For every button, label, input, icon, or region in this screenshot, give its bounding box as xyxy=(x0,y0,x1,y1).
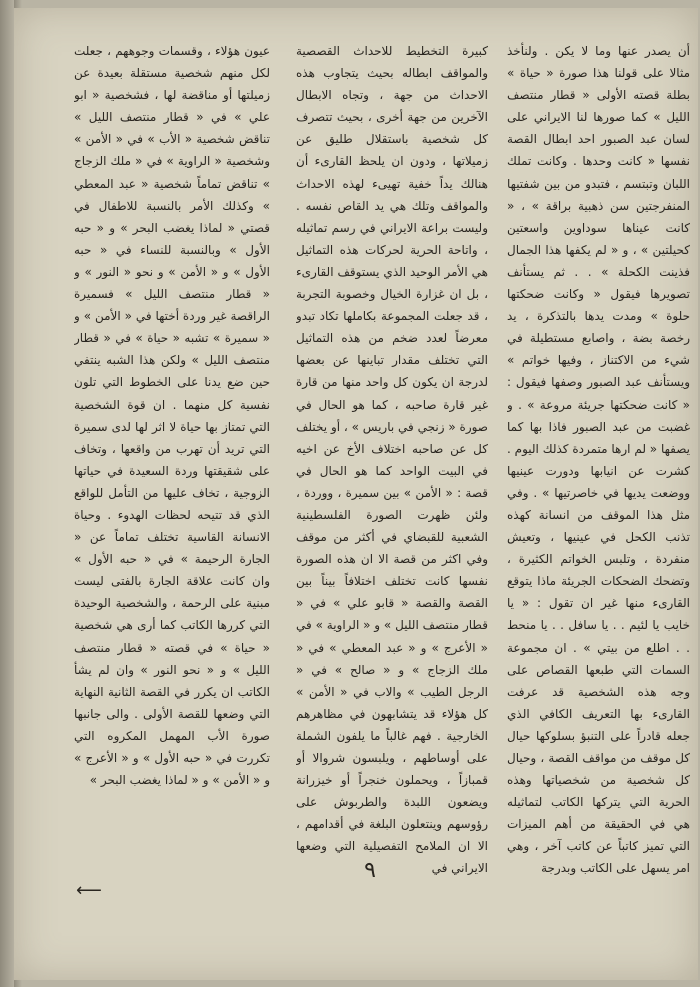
continue-arrow-icon: ⟵ xyxy=(76,880,102,901)
column-right-text: أن يصدر عنها وما لا يكن . ولنأخذ مثالا على قولنا هذا صورة « حياة » بطلة قصته الأولى « قطار منتصف الليل » كما صورها لنا الايراني على لسان عبد الصبور احد ابطال القصة نفسها « كانت وحدها . وكانت تملك اللبان وتبتسم ، فتبدو من بين شفتيها المنفرجتين سن ذهبية براقة » ، « كانت عيناها سوداوين واسعتين كحيلتين » ، و « لم يكفها هذا الجمال فذينت الكحلة » . . ثم يستأنف تصويرها فيقول « وكانت ضحكتها حلوة » ومدت يدها بالتذكرة ، يد رخصة بضة ، واصابع مستطيلة في شيء من الاكتناز ، وفيها خواتم » ويستأنف عبد الصبور وصفها فيقول : « كانت ضحكتها جريئة مروعة » . و غضبت من عبد الصبور فاذا بها كما يصفها « لم ارها متمردة كذلك اليوم . كشرت عن انيابها ودورت عينيها ووضعت يديها في خاصرتيها » . وفي مثل هذا الموقف من انسانة كهذه تذنب الكحل في عينيها ، وتعيش منفردة ، وتلبس الخواتم الكثيرة ، وتضحك الضحكات الجريئة ماذا يتوقع القارىء منها غير ان تقول : « يا خايب يا لئيم . . يا سافل . . يا منحط . . اطلع من بيتي » . ان مجموعة السمات التي طبعها القصاص على وجه هذه الشخصية قد عرفت القارىء بها التعريف الكافي الذي جعله قادراً على التنبؤ بسلوكها حيال كل موقف من مواقف القصة ، وحيال كل شخصية من شخصياتها وهذه الحرية التي يتركها الكاتب لتماثيله هي في الحقيقة من أهم الميزات التي تميز كاتباً عن كاتب آخر ، وهي امر يسهل على الكاتب وبدرجة xyxy=(507,44,690,876)
magazine-page xyxy=(14,8,698,980)
article-column-middle xyxy=(296,40,488,920)
column-left-text: عيون هؤلاء ، وقسمات وجوههم ، جعلت لكل منهم شخصية مستقلة بعيدة عن زميلتها أو مناقضة لها ، فشخصية « ابو علي » في « قطار منتصف الليل » تناقض شخصية « الأب » في « الأمن » وشخصية « الراوية » في « ملك الزجاج » تناقض تماماً شخصية « عبد المعطي » وكذلك الأمر بالنسبة للاطفال في قصتي « لماذا يغضب البحر » و « حبه الأول » وبالنسبة للنساء في « حبه الأول » و « الأمن » و نحو « النور » و « قطار منتصف الليل » فسميرة الراقصة غير وردة أختها في « الأمن » و « سميرة » تشبه « حياة » في « قطار منتصف الليل » ولكن هذا الشبه ينتفي حين ضع يدنا على الخطوط التي تلون نفسية كل منهما . ان قوة الشخصية التي تمتاز بها حياة لا اثر لها لدى سميرة التي تريد أن تهرب من واقعها ، وتخاف على شقيقتها وردة السعيدة في حياتها الزوجية ، تخاف عليها من التأمل للواقع الذي قد تتيحه لحظات الهدوء . وحياة الانسانة القاسية تختلف تماماً عن « الجارة الرحيمة » في « حبه الأول » وان كانت علاقة الجارة بالفتى ليست مبنية على الرحمة ، والشخصية الوحيدة التي كررها الكاتب كما أرى هي شخصية « حياة » في قصته « قطار منتصف الليل » و « نحو النور » وان لم يشأ الكاتب ان يكرر في القصة الثانية النهاية التي وضعها للقصة الأولى . والى جانبها صورة الأب المهمل المكروه التي تكررت في « حبه الأول » و « الأعرج » و « الأمن » و « لماذا يغضب البحر » xyxy=(74,44,270,788)
column-middle-text: كبيرة التخطيط للاحداث القصصية والمواقف ابطاله بحيث يتجاوب هذه الاحداث من جهة ، وتجاه الابطال الآخرين من جهة أخرى ، بحيث تتصرف كل شخصية باستقلال طليق عن زميلاتها ، ودون ان يلحظ القارىء أن هنالك يداً خفية تهيىء لهذه الاحداث والمواقف وتلك هي يد القاص نفسه . وليست براعة الايراني في رسم تماثيله ، واتاحة الحرية لحركات هذه التماثيل هي الأمر الوحيد الذي يستوقف القارىء ، بل ان غزارة الخيال وخصوبة التجربة ، قد جعلت المجموعة بكاملها تكاد تبدو معرضاً لعدد ضخم من هذه التماثيل التي تختلف مقدار تباينها عن بعضها لدرجة ان يكون كل واحد منها من قارة غير قارة صاحبه ، كما هو الحال في صورة « زنجي في باريس » ، أو يختلف كل عن صاحبه اختلاف الأخ عن اخيه في البيت الواحد كما هو الحال في قصة : « الأمن » بين سميرة ، ووردة ، ولئن ظهرت الصورة الفلسطينية الشعبية للقبضاي في أكثر من موقف وفي اكثر من قصة الا ان هذه الصورة نفسها كانت تختلف اختلافاً بيناً بين القصة والقصة « قابو علي » في « قطار منتصف الليل » و « الراوية » في « الأعرج » و « عبد المعطي » في « ملك الزجاج » و « صالح » في « الرجل الطيب » والاب في « الأمن » كل هؤلاء قد يتشابهون في مظاهرهم الخارجية . فهم غالباً ما يلفون الشملة على أوساطهم ، ويلبسون شروالا أو قمبازاً ، ويحملون خنجراً أو خيزرانة ويضعون اللبدة والطربوش على رؤوسهم وينتعلون البلغة في أقدامهم ، الا ان الملامح التفصيلية التي وضعها الايراني في xyxy=(296,44,488,876)
page-number: ٩ xyxy=(364,858,376,883)
article-column-left xyxy=(74,40,270,920)
article-column-right xyxy=(507,40,690,920)
book-binding-edge xyxy=(0,0,14,987)
